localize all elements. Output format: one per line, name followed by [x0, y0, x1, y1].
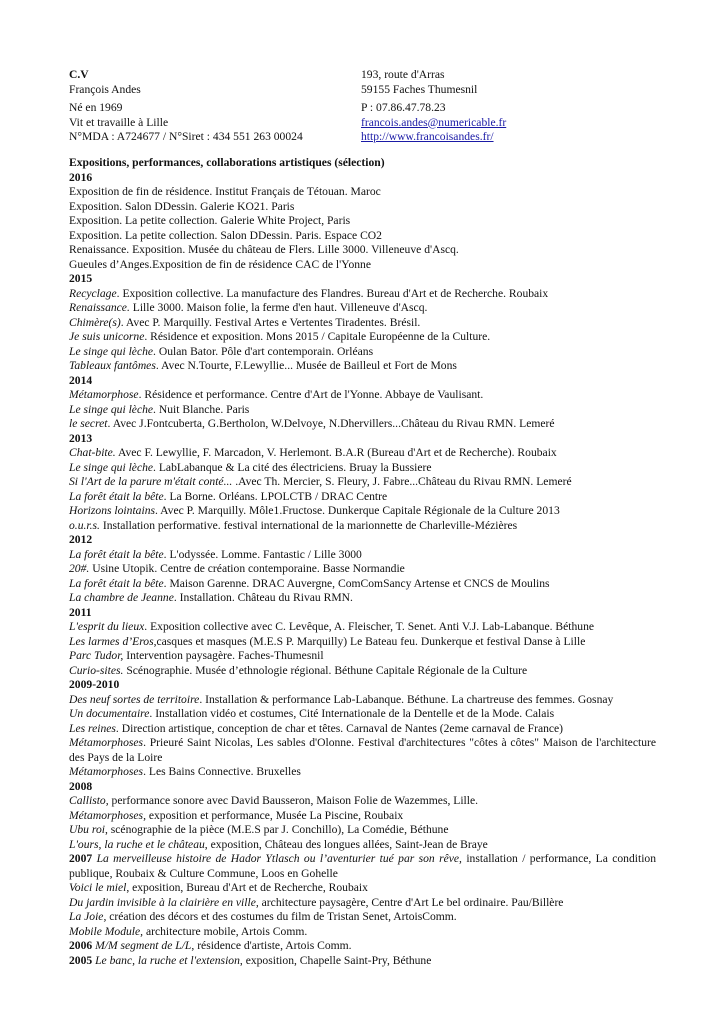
exhibition-entry — [69, 461, 656, 476]
exhibition-entry — [69, 591, 656, 606]
entry-details: ,casques et masques (M.E.S P. Marquilly) Le Bateau feu. Dunkerque et festival Danse à Lille — [153, 634, 586, 648]
exhibition-entry — [69, 852, 656, 881]
exhibition-entry — [69, 214, 656, 229]
exhibition-entry — [69, 243, 656, 258]
website-link[interactable]: http://www.francoisandes.fr/ — [361, 130, 494, 143]
entry-title: Le singe qui lèche — [69, 344, 154, 358]
entry-title: Recyclage — [69, 286, 117, 300]
entry-title: le secret — [69, 417, 108, 430]
entry-details: . Installation & performance Lab-Labanque. Béthune. La chartreuse des femmes. Gosnay — [199, 692, 614, 706]
exhibition-entry — [69, 200, 656, 215]
exhibition-entry — [69, 765, 656, 780]
year-heading: 2011 — [69, 605, 92, 619]
entry-title: Callisto, — [69, 794, 109, 807]
entry-details: , exposition, Chapelle Saint-Pry, Béthune — [239, 953, 432, 967]
entry-details: . Direction artistique, conception de char et têtes. Carnaval de Nantes (2eme carnaval de France) — [115, 721, 564, 735]
entry-details: installation / performance, La condition publique, Roubaix & Culture Commune, Loos en Gohelle — [69, 852, 657, 880]
entry-details: , résidence d'artiste, Artois Comm. — [191, 939, 352, 952]
entry-title: M/M segment de L/L — [95, 939, 192, 952]
entry-title: Métamorphoses — [69, 765, 144, 778]
exhibition-entry — [69, 475, 656, 490]
entry-details: , scénographie de la pièce (M.E.S par J. Conchillo), La Comédie, Béthune — [104, 823, 449, 836]
entry-details: . Résidence et performance. Centre d'Art de l'Yonne. Abbaye de Vaulisant. — [138, 388, 484, 401]
entry-title: L'ours, la ruche et le château — [69, 837, 205, 851]
entry-details: Usine Utopik. Centre de création contemporaine. Basse Normandie — [89, 562, 405, 575]
exhibition-entry — [69, 548, 656, 563]
exhibition-entry — [69, 664, 656, 679]
entry-details: . Exposition collective. La manufacture des Flandres. Bureau d'Art et de Recherche. Roubaix — [116, 286, 549, 300]
entry-title: La merveilleuse histoire de Hador Ytlasch ou l’aventurier tué par son rêve, — [96, 852, 462, 865]
exhibition-entry — [69, 417, 656, 432]
exhibition-entry — [69, 620, 656, 635]
entry-details: , exposition, Château des longues allées, Saint-Jean de Braye — [204, 837, 488, 851]
entry-details: . Exposition collective avec C. Levêque, A. Fleischer, T. Senet. Anti V.J. Lab-Labanque. Béthune — [144, 620, 595, 633]
entry-details: . Installation. Château du Rivau RMN. — [173, 591, 353, 604]
entry-title: Horizons lointains — [69, 504, 156, 517]
exhibition-entry — [69, 707, 656, 722]
registration-numbers: N°MDA : A724677 / N°Siret : 434 551 263 00024 — [69, 130, 303, 143]
entry-title: Un documentaire — [69, 707, 150, 720]
entry-details: . Avec P. Marquilly. Môle1.Fructose. Dunkerque Capitale Régionale de la Culture 2013 — [155, 504, 560, 517]
exhibition-entry — [69, 649, 656, 664]
entry-title: La forêt était la bête — [69, 489, 164, 503]
entry-title: Du jardin invisible à la clairière en ville, — [69, 895, 259, 909]
exhibition-entry — [69, 925, 656, 940]
header-right — [361, 68, 691, 145]
exhibition-entry — [69, 388, 656, 403]
entry-details: . La Borne. Orléans. LPOLCTB / DRAC Centre — [163, 489, 388, 503]
entry-title: Ubu roi — [69, 823, 105, 836]
exhibition-entry — [69, 823, 656, 838]
entry-details: Exposition. La petite collection. Salon DDessin. Paris. Espace CO2 — [69, 228, 382, 242]
exhibition-entry — [69, 345, 656, 360]
entry-details: , exposition, Bureau d'Art et de Recherche, Roubaix — [126, 881, 368, 894]
exhibition-entry — [69, 258, 656, 273]
exhibition-entry — [69, 185, 656, 200]
year-heading: 2009-2010 — [69, 678, 120, 691]
entry-details: . Les Bains Connective. Bruxelles — [143, 765, 301, 778]
entry-details: Scénographie. Musée d’ethnologie régional. Béthune Capitale Régionale de la Culture — [123, 663, 528, 677]
year-heading: 2015 — [69, 272, 93, 285]
entry-details: Exposition. La petite collection. Galerie White Project, Paris — [69, 214, 351, 227]
exhibition-entry — [69, 954, 656, 969]
entry-title: L'esprit du lieux — [69, 620, 145, 633]
entry-title: o.u.r.s. — [69, 518, 100, 532]
entry-title: Le banc, la ruche et l'extension — [95, 953, 240, 967]
exhibition-entry — [69, 330, 656, 345]
cv-title: C.V — [69, 68, 89, 81]
exhibition-entry — [69, 838, 656, 853]
year-heading: 2013 — [69, 431, 93, 445]
entry-details: . Nuit Blanche. Paris — [153, 402, 250, 416]
exhibition-entry — [69, 939, 656, 954]
entry-title: Renaissance. — [69, 301, 130, 314]
exhibitions-section — [69, 156, 656, 968]
entry-title: Curio-sites. — [69, 663, 124, 677]
entry-title: Mobile Module, — [69, 924, 144, 938]
exhibition-entry — [69, 519, 656, 534]
exhibition-entry — [69, 896, 656, 911]
entry-title: Chimère(s) — [69, 315, 121, 329]
entry-details: . Installation vidéo et costumes, Cité Internationale de la Dentelle et de la Mode. Calais — [149, 707, 555, 720]
entry-details: . Prieuré Saint Nicolas, Les sables d'Olonne. Festival d'architectures "côtes à côtes" Maison de l'architecture des Pays de la Loire — [69, 736, 656, 764]
exhibition-entry — [69, 359, 656, 374]
exhibition-entry — [69, 794, 656, 809]
entry-title: La chambre de Jeanne — [69, 591, 174, 604]
address-line-1: 193, route d'Arras — [361, 68, 445, 81]
entry-details: Intervention paysagère. Faches-Thumesnil — [123, 649, 324, 662]
exhibition-entry — [69, 403, 656, 418]
entry-details: Installation performative. festival international de la marionnette de Charleville-Mézières — [99, 518, 518, 532]
entry-title: Métamorphoses, — [69, 808, 146, 822]
entry-title: Métamorphoses — [69, 736, 144, 749]
address-line-2: 59155 Faches Thumesnil — [361, 82, 478, 96]
birth-year: Né en 1969 — [69, 101, 123, 114]
year-heading: 2012 — [69, 533, 93, 546]
entry-title: Parc Tudor, — [69, 649, 124, 662]
entry-year: 2005 — [69, 953, 96, 967]
entry-details: exposition et performance, Musée La Piscine, Roubaix — [145, 808, 404, 822]
exhibition-entry — [69, 562, 656, 577]
entry-details: Renaissance. Exposition. Musée du château de Flers. Lille 3000. Villeneuve d'Ascq. — [69, 243, 459, 256]
entry-details: . Maison Garenne. DRAC Auvergne, ComComSancy Artense et CNCS de Moulins — [163, 576, 550, 590]
exhibition-entry — [69, 722, 656, 737]
entry-details: . L'odyssée. Lomme. Fantastic / Lille 3000 — [163, 547, 362, 561]
entry-title: La forêt était la bête — [69, 547, 164, 561]
year-heading: 2008 — [69, 779, 93, 793]
exhibition-entry — [69, 809, 656, 824]
entry-details: . LabLabanque & La cité des électriciens. Bruay la Bussiere — [153, 460, 432, 474]
entry-details: Exposition de fin de résidence. Institut Français de Tétouan. Maroc — [69, 185, 381, 198]
header-left — [69, 68, 349, 145]
exhibition-entry — [69, 229, 656, 244]
entry-title: 20#. — [69, 562, 90, 575]
entry-title: La forêt était la bête — [69, 576, 164, 590]
entry-details: . Avec N.Tourte, F.Lewyllie... Musée de Bailleul et Fort de Mons — [155, 359, 457, 372]
entry-details: .Avec Th. Mercier, S. Fleury, J. Fabre...Château du Rivau RMN. Lemeré — [235, 475, 572, 488]
section-heading: Expositions, performances, collaborations artistiques (sélection) — [69, 156, 385, 169]
exhibition-entry — [69, 301, 656, 316]
exhibition-entry — [69, 316, 656, 331]
exhibition-entry — [69, 881, 656, 896]
entry-year: 2006 — [69, 939, 96, 952]
entry-title: Le singe qui lèche — [69, 460, 154, 474]
entry-details: performance sonore avec David Bausseron, Maison Folie de Wazemmes, Lille. — [108, 794, 479, 807]
entry-title: Métamorphose — [69, 388, 139, 401]
exhibition-entry — [69, 446, 656, 461]
entry-title: Des neuf sortes de territoire — [69, 692, 200, 706]
year-heading: 2014 — [69, 373, 93, 387]
entry-details: . Résidence et exposition. Mons 2015 / Capitale Européenne de la Culture. — [144, 330, 491, 343]
entry-details: création des décors et des costumes du film de Tristan Senet, ArtoisComm. — [106, 910, 457, 923]
entry-details: Exposition. Salon DDessin. Galerie KO21. Paris — [69, 199, 295, 213]
entry-title: Le singe qui lèche — [69, 402, 154, 416]
phone-number: P : 07.86.47.78.23 — [361, 101, 446, 114]
entry-title: Les larmes d’Eros — [69, 634, 154, 648]
entry-details: architecture paysagère, Centre d'Art Le bel ordinaire. Pau/Billère — [258, 895, 564, 909]
residence: Vit et travaille à Lille — [69, 115, 169, 129]
email-link[interactable]: francois.andes@numericable.fr — [361, 115, 507, 129]
exhibition-entry — [69, 287, 656, 302]
exhibition-entry — [69, 577, 656, 592]
entry-title: Je suis unicorne — [69, 330, 145, 343]
year-heading: 2016 — [69, 170, 93, 184]
entry-title: Chat-bite. — [69, 446, 116, 459]
entry-details: . Avec J.Fontcuberta, G.Bertholon, W.Delvoye, N.Dhervillers...Château du Rivau RMN. Lemeré — [107, 417, 555, 430]
exhibition-entry — [69, 693, 656, 708]
entry-details: Gueules d’Anges.Exposition de fin de résidence CAC de l'Yonne — [69, 257, 371, 271]
exhibition-entry — [69, 490, 656, 505]
exhibition-entry — [69, 504, 656, 519]
entry-details: . Avec P. Marquilly. Festival Artes e Vertentes Tiradentes. Brésil. — [120, 315, 421, 329]
entry-title: Si l'Art de la parure m'était conté... — [69, 475, 236, 488]
exhibition-entry — [69, 736, 656, 765]
entry-title: La Joie, — [69, 910, 107, 923]
entry-title: Les reines — [69, 721, 116, 735]
exhibition-entry — [69, 910, 656, 925]
exhibition-entry — [69, 635, 656, 650]
artist-name: François Andes — [69, 82, 141, 96]
entry-details: Avec F. Lewyllie, F. Marcadon, V. Herlemont. B.A.R (Bureau d'Art et de Recherche). Roubaix — [115, 446, 557, 459]
entry-details: architecture mobile, Artois Comm. — [143, 924, 308, 938]
entry-title: Voici le miel — [69, 881, 127, 894]
entry-details: Lille 3000. Maison folie, la ferme d'en haut. Villeneuve d'Ascq. — [129, 301, 428, 314]
entry-title: Tableaux fantômes — [69, 359, 156, 372]
entry-year: 2007 — [69, 852, 97, 865]
entry-details: . Oulan Bator. Pôle d'art contemporain. Orléans — [153, 344, 374, 358]
